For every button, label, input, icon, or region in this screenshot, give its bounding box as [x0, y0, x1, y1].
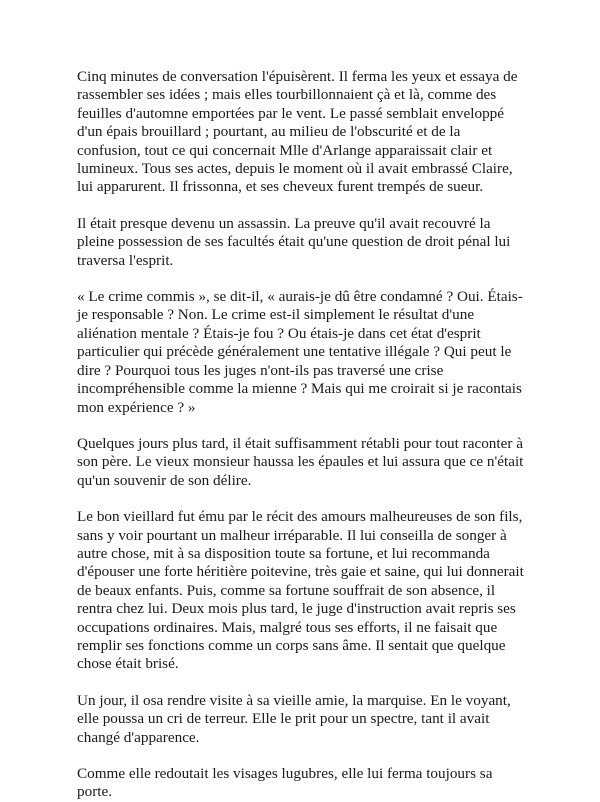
paragraph-3: « Le crime commis », se dit-il, « aurais-je dû être condamné ? Oui. Étais-je responsable ? Non. Le crime est-il simplement le résultat d'une aliénation mentale ? Étais-je fou ? Ou étais-je dans cet état d'esprit particulier qui précède généralement une tentative illégale ? Qui peut le dire ? Pourquoi tous les juges n'ont-ils pas traversé une crise incompréhensible comme la mienne ? Mais qui me croirait si je racontais mon expérience ? » [77, 288, 523, 416]
paragraph-1: Cinq minutes de conversation l'épuisèrent. Il ferma les yeux et essaya de rassembler ses idées ; mais elles tourbillonnaient çà et là, comme des feuilles d'automne emportées par le vent. Le passé semblait enveloppé d'un épais brouillard ; pourtant, au milieu de l'obscurité et de la confusion, tout ce qui concernait Mlle d'Arlange apparaissait clair et lumineux. Tous ses actes, depuis le moment où il avait embrassé Claire, lui apparurent. Il frissonna, et ses cheveux furent trempés de sueur. [77, 68, 518, 196]
paragraph-4: Quelques jours plus tard, il était suffisamment rétabli pour tout raconter à son père. Le vieux monsieur haussa les épaules et lui assura que ce n'était qu'un souvenir de son délire. [77, 434, 524, 489]
paragraph-2: Il était presque devenu un assassin. La preuve qu'il avait recouvré la pleine possession de ses facultés était qu'une question de droit pénal lui traversa l'esprit. [77, 214, 511, 269]
paragraph-5: Le bon vieillard fut ému par le récit des amours malheureuses de son fils, sans y voir pourtant un malheur irréparable. Il lui conseilla de songer à autre chose, mit à sa disposition toute sa fortune, et lui recommanda d'épouser une forte héritière poitevine, très gaie et saine, qui lui donnerait de beaux enfants. Puis, comme sa fortune souffrait de son absence, il rentra chez lui. Deux mois plus tard, le juge d'instruction avait repris ses occupations ordinaires. Mais, malgré tous ses efforts, il ne faisait que remplir ses fonctions comme un corps sans âme. Il sentait que quelque chose était brisé. [77, 508, 524, 673]
paragraph-7: Comme elle redoutait les visages lugubres, elle lui ferma toujours sa porte. [77, 765, 493, 801]
document-page [77, 68, 527, 802]
paragraph-6: Un jour, il osa rendre visite à sa vieille amie, la marquise. En le voyant, elle poussa un cri de terreur. Elle le prit pour un spectre, tant il avait changé d'apparence. [77, 691, 511, 746]
